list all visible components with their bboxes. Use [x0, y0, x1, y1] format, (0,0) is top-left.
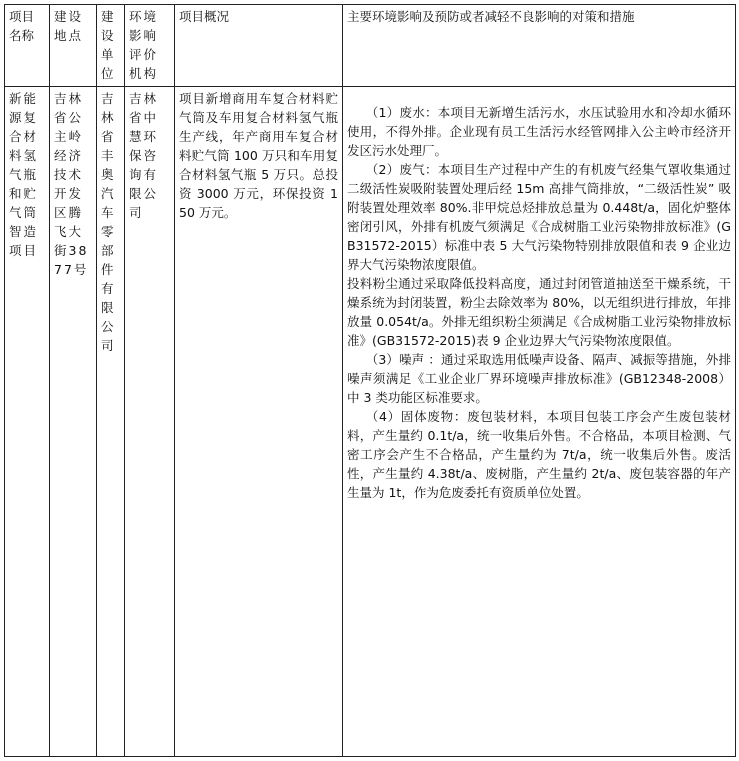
- header-project-name: 项目名称: [5, 5, 50, 87]
- measure-dust: 投料粉尘通过采取降低投料高度，通过封闭管道抽送至干燥系统，干燥系统为封闭装置，粉尘去除效率为 80%，以无组织进行排放，年排放量 0.054t/a。外排无组织粉尘须满足《合成树脂工业污染物排放标准》(GB31572-2015)表 9 企业边界大气污染物浓度限值。: [347, 276, 731, 348]
- header-eia-org: 环境影响评价机构: [125, 5, 175, 87]
- eia-summary-table: [4, 4, 736, 757]
- cell-eia-org: 吉林省中慧环保咨询有限公司: [125, 87, 175, 757]
- table-row: [5, 87, 736, 757]
- header-unit: 建设单位: [97, 5, 125, 87]
- cell-measures: [343, 87, 736, 757]
- header-row: [5, 5, 736, 87]
- cell-location: 吉林省公主岭经济技术开发区腾飞大街3877号: [50, 87, 97, 757]
- header-location: 建设地点: [50, 5, 97, 87]
- header-measures: 主要环境影响及预防或者减轻不良影响的对策和措施: [343, 5, 736, 87]
- overview-text: 项目新增商用车复合材料贮气筒及车用复合材料氢气瓶生产线，年产商用车复合材料贮气筒 100 万只和车用复合材料氢气瓶 5 万只。总投资 3000 万元，环保投资 150 万元。: [179, 91, 338, 220]
- measure-solid-waste: （4）固体废物：废包装材料，本项目包装工序会产生废包装材料，产生量约 0.1t/a，统一收集后外售。不合格品，本项目检测、气密工序会产生不合格品，产生量约为 7t/a，统一收集后外售。废活性，产生量约 4.38t/a、废树脂，产生量约 2t/a、废包装容器的年产生量为 1t，作为危废委托有资质单位处置。: [347, 409, 731, 500]
- measure-exhaust-gas: （2）废气：本项目生产过程中产生的有机废气经集气罩收集通过二级活性炭吸附装置处理后经 15m 高排气筒排放，“二级活性炭” 吸附装置处理效率 80%.非甲烷总烃排放总量为 0.448t/a，固化炉整体密闭引风，外排有机废气须满足《合成树脂工业污染物排放标准》(GB31572-2015）标准中表 5 大气污染物特别排放限值和表 9 企业边界大气污染物浓度限值。: [347, 162, 731, 272]
- header-overview: 项目概况: [175, 5, 343, 87]
- cell-project-name: 新能源复合材料氢气瓶和贮气筒智造项目: [5, 87, 50, 757]
- measure-wastewater: （1）废水：本项目无新增生活污水，水压试验用水和冷却水循环使用，不得外排。企业现有员工生活污水经管网排入公主岭市经济开发区污水处理厂。: [347, 105, 731, 158]
- measure-noise: （3）噪声 ：通过采取选用低噪声设备、隔声、减振等措施，外排噪声须满足《工业企业厂界环境噪声排放标准》(GB12348-2008）中 3 类功能区标准要求。: [347, 352, 731, 405]
- cell-unit: 吉林省丰奥汽车零部件有限公司: [97, 87, 125, 757]
- cell-overview: [175, 87, 343, 757]
